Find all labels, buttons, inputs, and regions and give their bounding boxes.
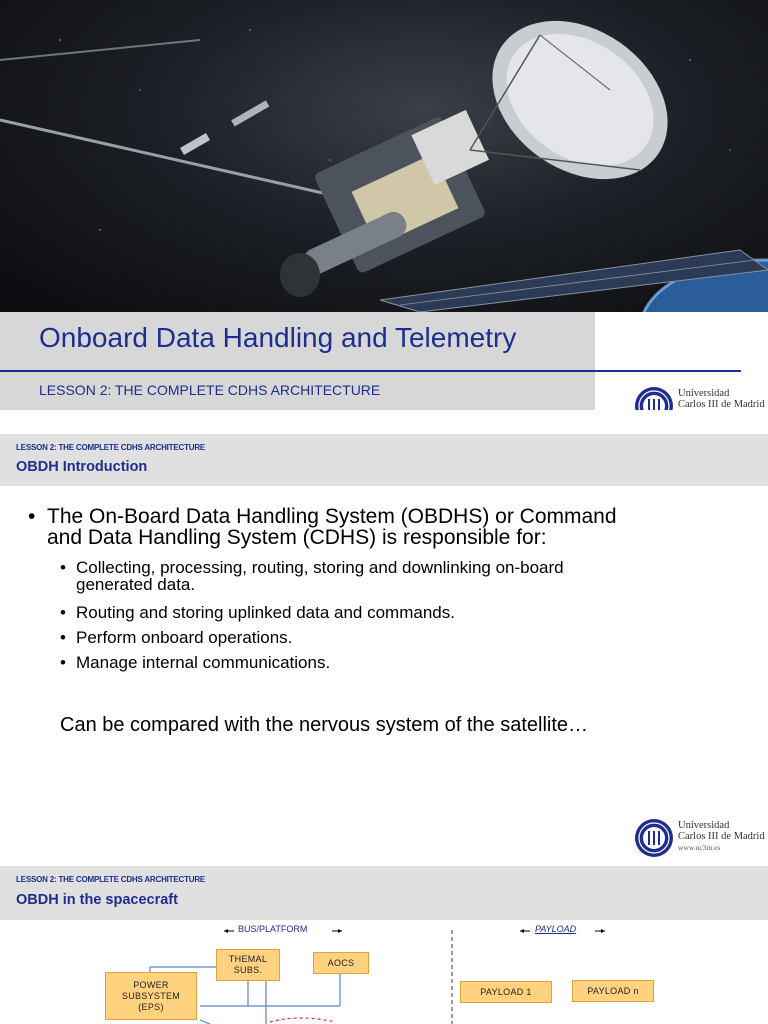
sub-bullet: • Routing and storing uplinked data and commands. [60, 603, 455, 622]
payload-1-box: PAYLOAD 1 [460, 981, 552, 1003]
university-url: www.uc3m.es [678, 843, 721, 852]
deck-title: Onboard Data Handling and Telemetry [39, 322, 517, 353]
university-name: Universidad Carlos III de Madrid [678, 820, 765, 842]
bullet-icon: • [28, 505, 36, 528]
university-name: Universidad Carlos III de Madrid [678, 388, 765, 410]
sub-bullet: • Collecting, processing, routing, storing and downlinking on-board generated data. [60, 558, 564, 594]
slide2-heading: OBDH Introduction [16, 459, 148, 475]
slide2-section-label: LESSON 2: THE COMPLETE CDHS ARCHITECTURE [16, 443, 206, 452]
university-logo [634, 816, 768, 862]
spacecraft-block-diagram [0, 920, 768, 1024]
bullet-icon: • [60, 558, 66, 577]
bus-platform-label: BUS/PLATFORM [238, 924, 308, 934]
power-subsystem-box: POWER SUBSYSTEM (EPS) [105, 972, 197, 1020]
deck-subtitle: LESSON 2: THE COMPLETE CDHS ARCHITECTURE [39, 382, 381, 398]
satellite-hero-image [0, 0, 768, 312]
sub-bullet: • Perform onboard operations. [60, 628, 293, 647]
nervous-system-quote: Can be compared with the nervous system of the satellite… [60, 714, 589, 736]
bullet-icon: • [60, 603, 66, 622]
main-bullet: • The On-Board Data Handling System (OBDHS) or Command and Data Handling System (CDHS) is responsible for: [28, 505, 617, 549]
aocs-box: AOCS [313, 952, 369, 974]
slide3-heading: OBDH in the spacecraft [16, 892, 178, 908]
university-seal-icon [634, 818, 674, 858]
sub-bullet: • Manage internal communications. [60, 653, 331, 672]
slide3-section-label: LESSON 2: THE COMPLETE CDHS ARCHITECTURE [16, 875, 206, 884]
payload-label: PAYLOAD [535, 924, 577, 934]
bullet-icon: • [60, 653, 66, 672]
bullet-icon: • [60, 628, 66, 647]
thermal-subsystem-box: THEMAL SUBS. [216, 949, 280, 981]
payload-n-box: PAYLOAD n [572, 980, 654, 1002]
